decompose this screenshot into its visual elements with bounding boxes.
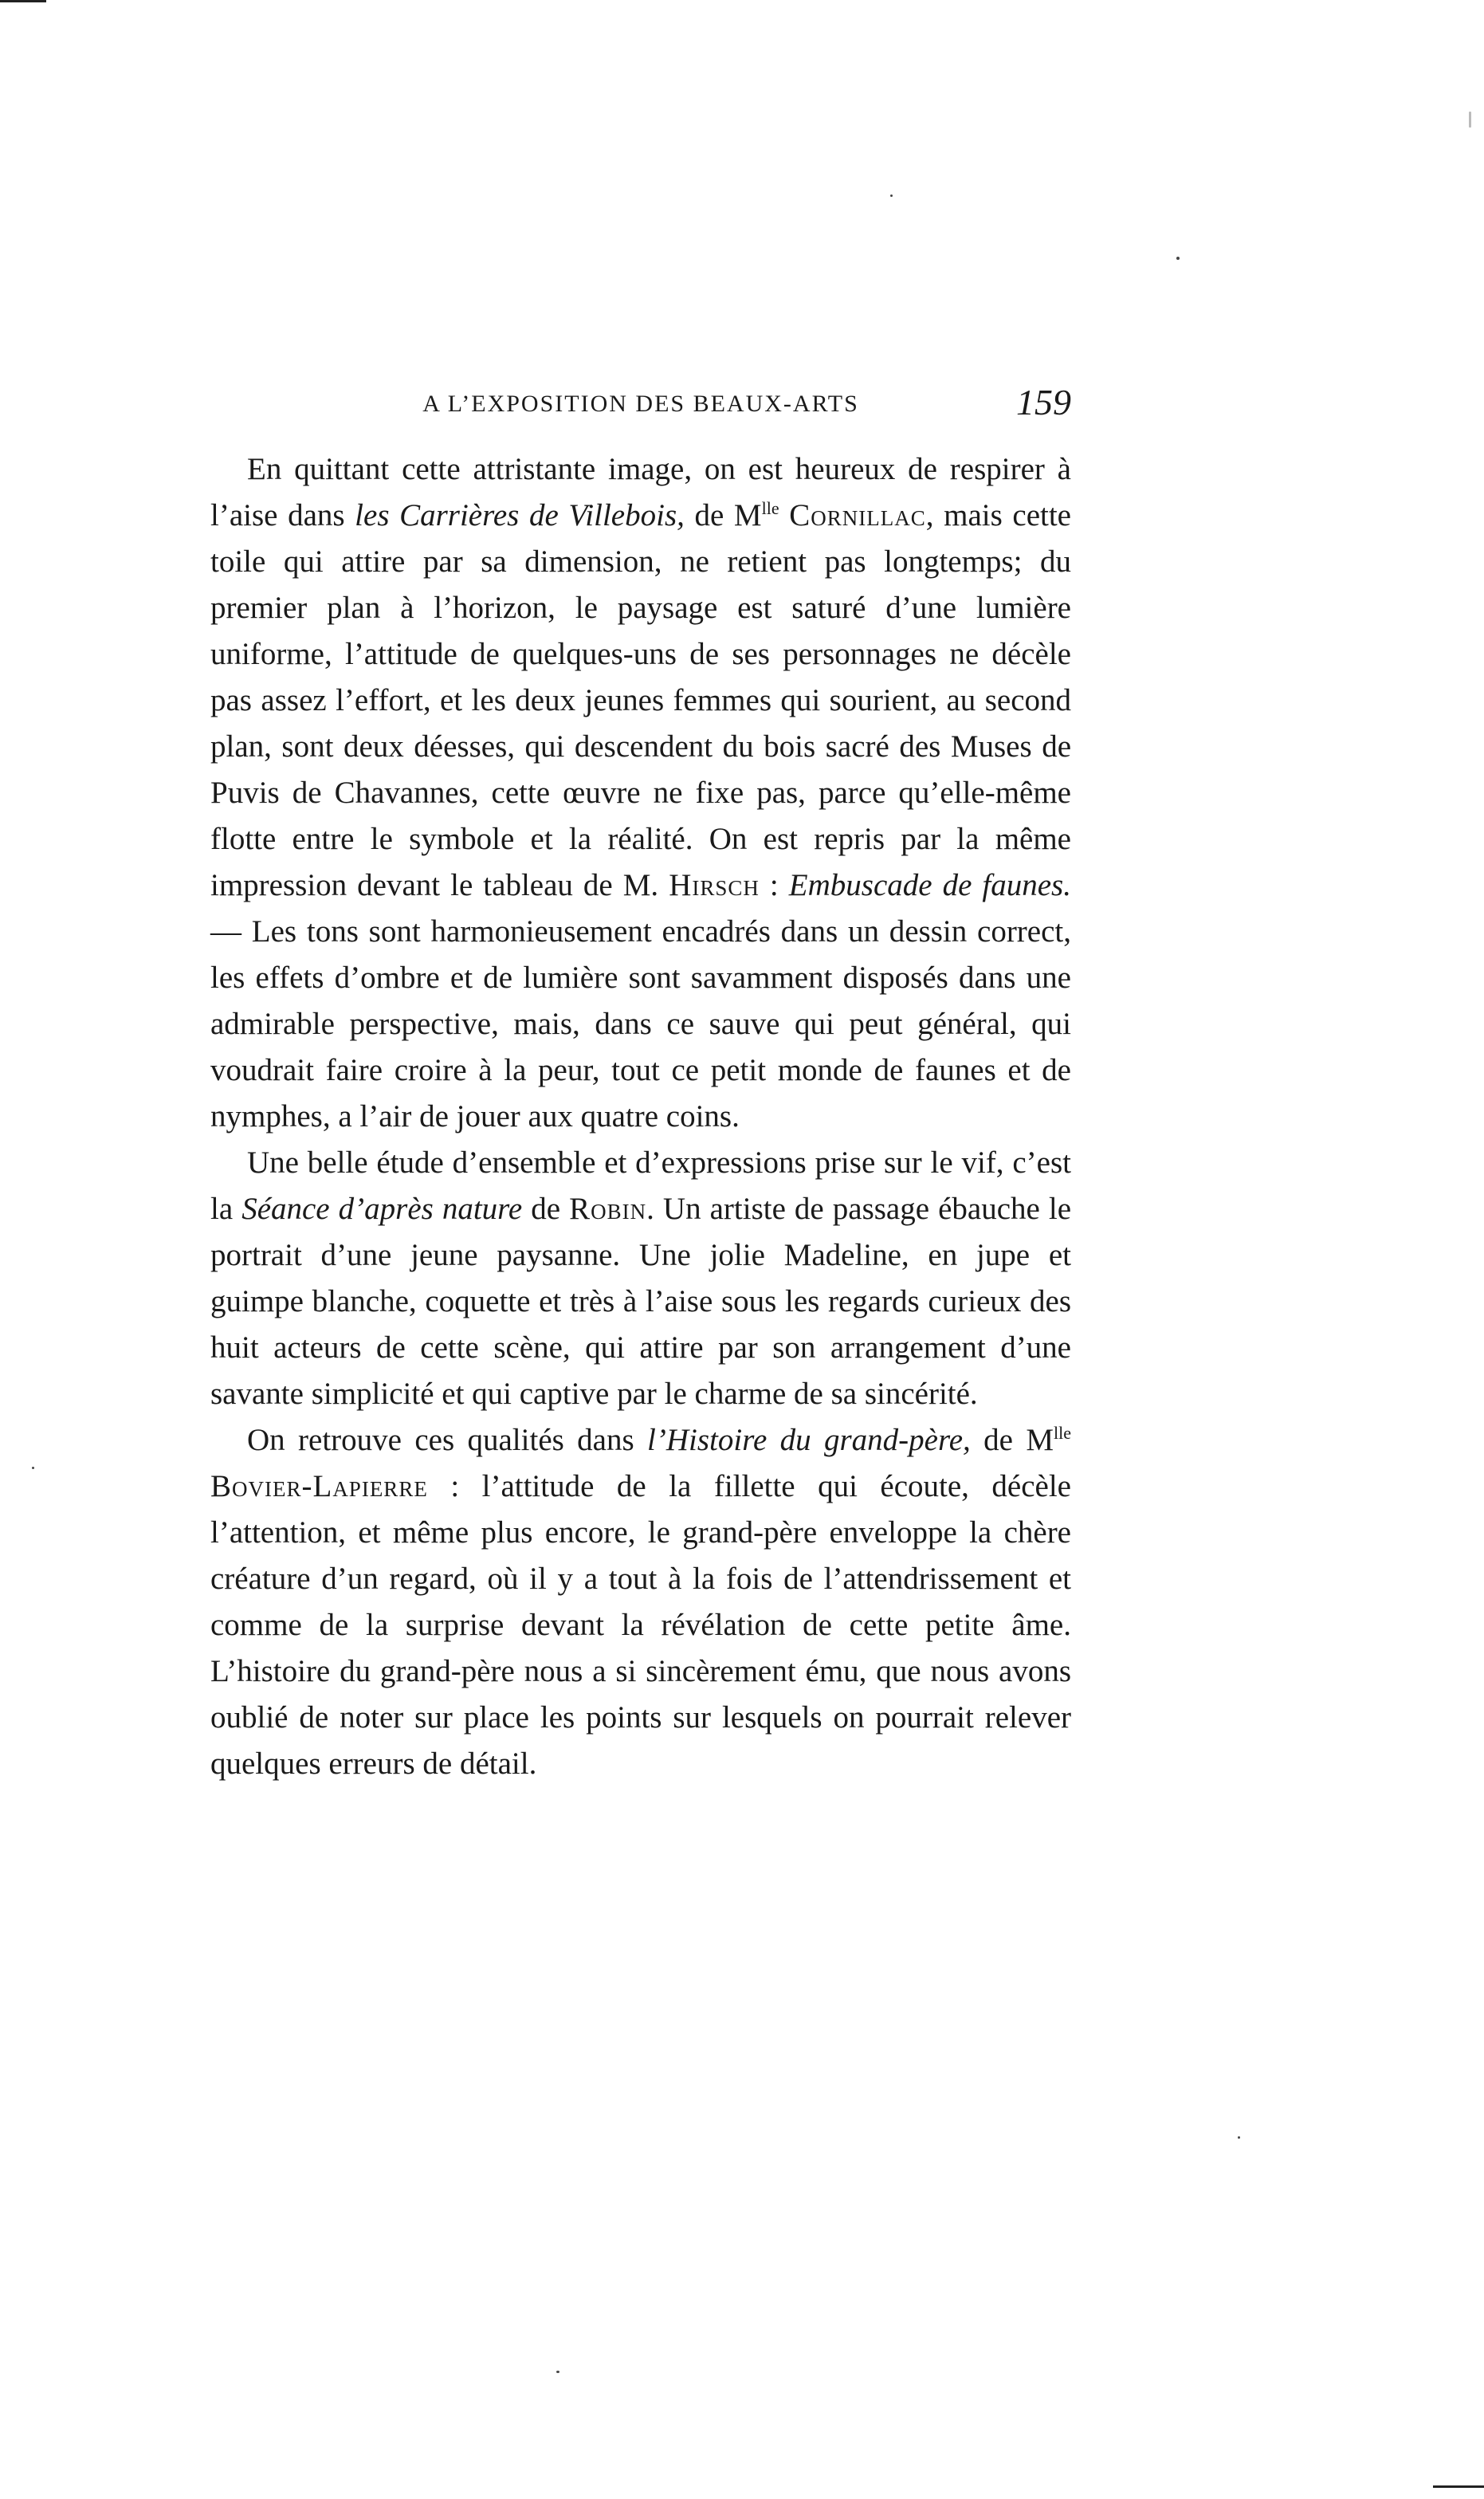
italic-title: l’Histoire du grand-père, bbox=[647, 1423, 971, 1457]
text-run: de M bbox=[970, 1423, 1054, 1457]
paragraph bbox=[210, 446, 1071, 1140]
artist-name: Cornillac bbox=[789, 498, 926, 532]
superscript: lle bbox=[1054, 1423, 1071, 1443]
running-header bbox=[210, 381, 1071, 437]
paragraph bbox=[210, 1417, 1071, 1787]
scan-edge-mark-top bbox=[0, 0, 46, 2]
italic-title: Embuscade de faunes. bbox=[788, 868, 1071, 902]
superscript: lle bbox=[761, 498, 779, 518]
text-run: de M bbox=[684, 498, 762, 532]
text-run: : l’attitude de la fillette qui écoute, décèle l’attention, et même plus encore, le grand-père enveloppe la chère créature d’un regard, où il y a tout à la fois de l’attendrissement et comme de la surprise devant la révélation de cette petite âme. L’histoire du grand-père nous a si sincèrement ému, que nous avons oublié de noter sur place les points sur lesquels on pourrait relever quelques erreurs de détail. bbox=[210, 1469, 1071, 1781]
text-run: : bbox=[759, 868, 789, 902]
paragraph bbox=[210, 1140, 1071, 1417]
text-run: . Un artiste de passage ébauche le portrait d’une jeune paysanne. Une jolie Madeline, en jupe et guimpe blanche, coquette et très à l’aise sous les regards curieux des huit acteurs de cette scène, qui attire par son arrangement d’une savante simplicité et qui captive par le charme de sa sincérité. bbox=[210, 1192, 1072, 1411]
text-run: , mais cette toile qui attire par sa dimension, ne retient pas longtemps; du premier plan à l’horizon, le paysage est saturé d’une lumière uniforme, l’attitude de quelques-uns de ses personnages ne décèle pas assez l’effort, et les deux jeunes femmes qui sourient, au second plan, sont deux déesses, qui descendent du bois sacré des Muses de Puvis de Chavannes, cette œuvre ne fixe pas, parce qu’elle-même flotte entre le symbole et la réalité. On est repris par la même impression devant le tableau de M. bbox=[210, 498, 1071, 902]
text-run: En quittant cette attristante image, on est heureux de respirer à l’aise dans bbox=[210, 452, 1071, 532]
text-run: On retrouve ces qualités dans bbox=[247, 1423, 648, 1457]
scan-speck bbox=[1469, 112, 1471, 128]
text-run bbox=[779, 498, 790, 532]
italic-title: les Carrières de Villebois, bbox=[355, 498, 685, 532]
artist-name: Bovier-Lapierre bbox=[210, 1469, 428, 1503]
scan-speck bbox=[32, 1467, 34, 1469]
text-run: Une belle étude d’ensemble et d’expressions prise sur le vif, c’est la bbox=[210, 1145, 1071, 1226]
text-run: — Les tons sont harmonieusement encadrés dans un dessin correct, les effets d’ombre et de lumière sont savamment disposés dans une admirable perspective, mais, dans ce sauve qui peut général, qui voudrait faire croire à la peur, tout ce petit monde de faunes et de nymphes, a l’air de jouer aux quatre coins. bbox=[210, 914, 1071, 1134]
body-text bbox=[210, 446, 1071, 1787]
artist-name: Hirsch bbox=[669, 868, 760, 902]
page-number: 159 bbox=[1016, 382, 1071, 422]
scan-speck bbox=[556, 2371, 559, 2373]
scan-speck bbox=[890, 194, 893, 197]
artist-name: Robin bbox=[569, 1192, 647, 1226]
scan-speck bbox=[1176, 257, 1180, 260]
running-title: A L’EXPOSITION DES BEAUX-ARTS bbox=[422, 391, 859, 417]
scan-edge-mark-bottom bbox=[1433, 2485, 1484, 2488]
text-run: de bbox=[522, 1192, 570, 1226]
scan-speck bbox=[1238, 2136, 1240, 2139]
italic-title: Séance d’après nature bbox=[241, 1192, 523, 1226]
